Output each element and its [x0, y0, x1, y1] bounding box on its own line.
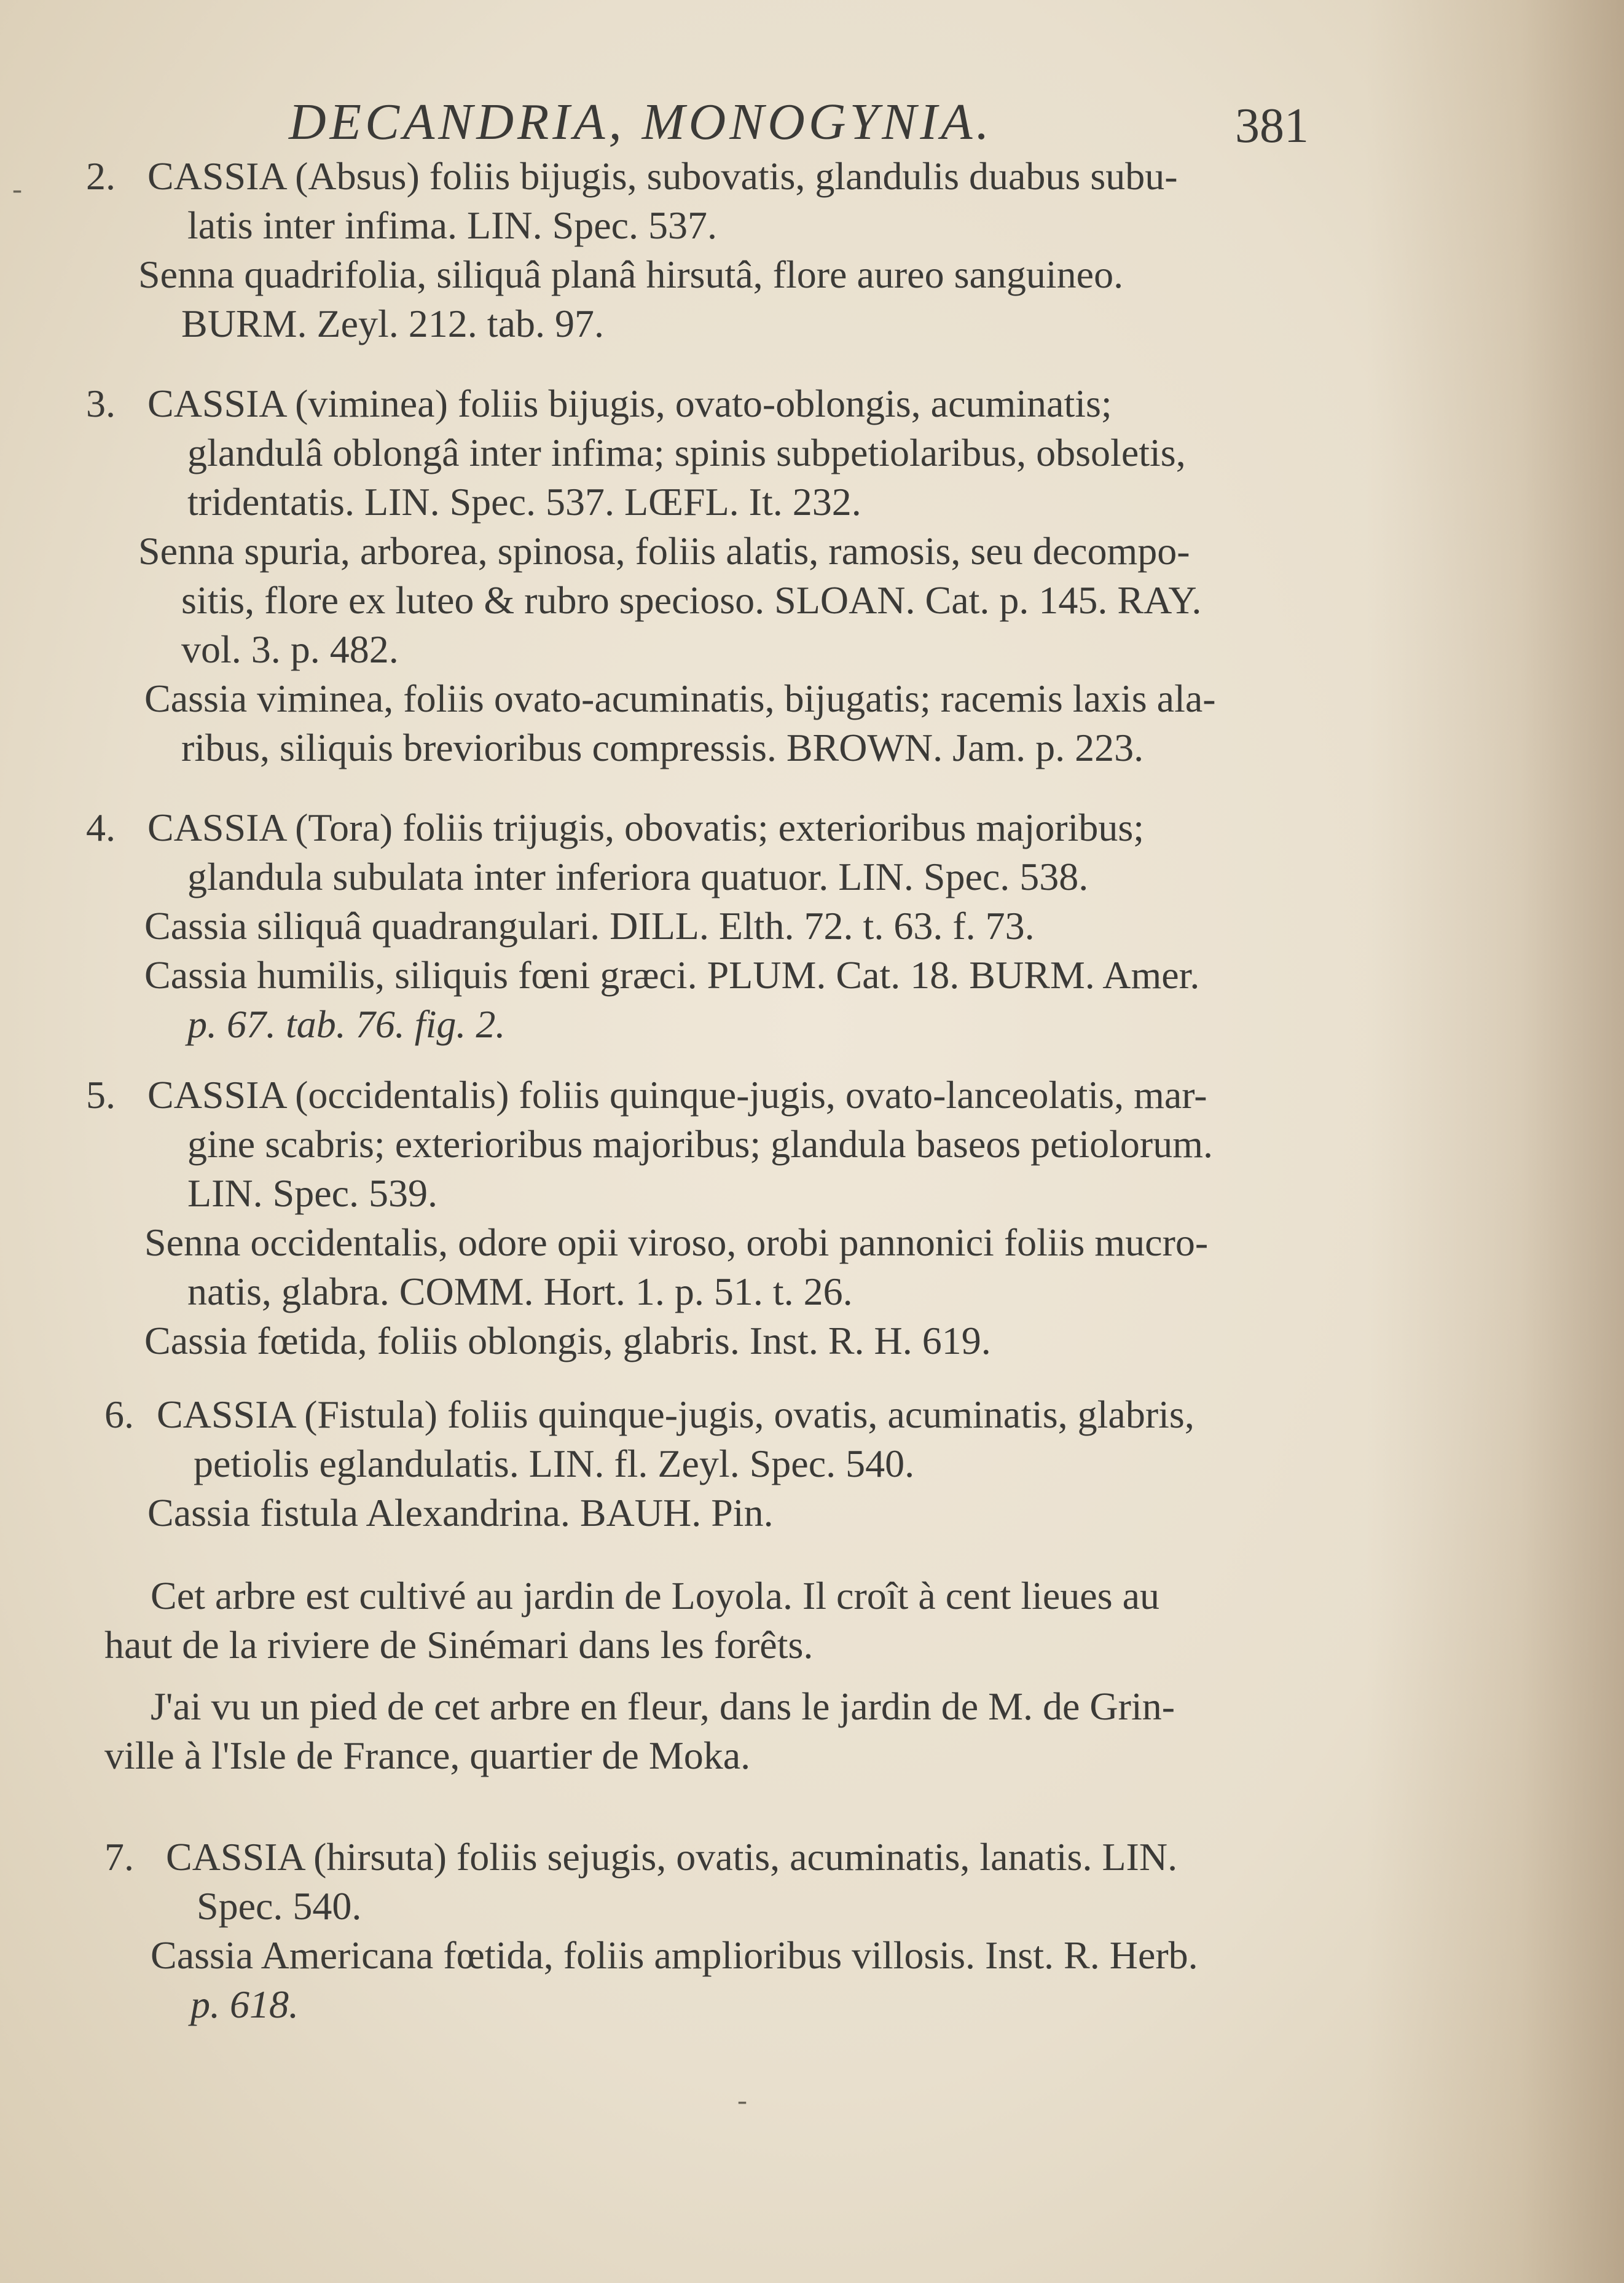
entry-line: tridentatis. LIN. Spec. 537. LŒFL. It. 232. — [187, 480, 861, 524]
entry-line: p. 67. tab. 76. fig. 2. — [187, 1002, 506, 1046]
entry-line: Cassia fœtida, foliis oblongis, glabris. Inst. R. H. 619. — [144, 1319, 991, 1362]
entry-line: sitis, flore ex luteo & rubro specioso. SLOAN. Cat. p. 145. RAY. — [181, 578, 1202, 622]
entry-line: Senna quadrifolia, siliquâ planâ hirsutâ, flore aureo sanguineo. — [138, 253, 1124, 296]
entry-line: CASSIA (Tora) foliis trijugis, obovatis; exterioribus majoribus; — [147, 806, 1145, 849]
entry-number: 2. — [86, 154, 116, 198]
entry-line: ribus, siliquis brevioribus compressis. BROWN. Jam. p. 223. — [181, 726, 1144, 769]
entry-line: vol. 3. p. 482. — [181, 627, 399, 671]
entry-line: gine scabris; exterioribus majoribus; glandula baseos petiolorum. — [187, 1122, 1213, 1166]
stray-mark: ‑ — [737, 2084, 747, 2116]
margin-mark: - — [12, 173, 22, 205]
entry-line: Senna occidentalis, odore opii viroso, orobi pannonici foliis mucro- — [144, 1220, 1209, 1264]
entry-number: 3. — [86, 382, 116, 425]
entry-line: glandula subulata inter inferiora quatuor. LIN. Spec. 538. — [187, 855, 1089, 898]
entry-number: 5. — [86, 1073, 116, 1117]
entry-line: LIN. Spec. 539. — [187, 1171, 438, 1215]
entry-line: Spec. 540. — [197, 1884, 362, 1928]
entry-line: BURM. Zeyl. 212. tab. 97. — [181, 302, 604, 345]
entry-line: CASSIA (Absus) foliis bijugis, subovatis, glandulis duabus subu- — [147, 154, 1178, 198]
entry-line: Senna spuria, arborea, spinosa, foliis alatis, ramosis, seu decompo- — [138, 529, 1190, 573]
entry-number: 4. — [86, 806, 116, 849]
entry-line: Cassia fistula Alexandrina. BAUH. Pin. — [147, 1491, 774, 1534]
entry-line: CASSIA (viminea) foliis bijugis, ovato-oblongis, acuminatis; — [147, 382, 1112, 425]
page-shadow — [1366, 0, 1624, 2283]
entry-line: glandulâ oblongâ inter infima; spinis subpetiolaribus, obsoletis, — [187, 431, 1186, 474]
entry-line: latis inter infima. LIN. Spec. 537. — [187, 203, 718, 247]
paragraph-line: Cet arbre est cultivé au jardin de Loyola. Il croît à cent lieues au — [151, 1574, 1159, 1617]
entry-line: p. 618. — [190, 1982, 299, 2026]
entry-number: 6. — [104, 1393, 134, 1436]
entry-line: Cassia siliquâ quadrangulari. DILL. Elth. 72. t. 63. f. 73. — [144, 904, 1035, 948]
running-header: DECANDRIA, MONOGYNIA. — [289, 93, 993, 151]
entry-line: CASSIA (Fistula) foliis quinque-jugis, ovatis, acuminatis, glabris, — [157, 1393, 1194, 1436]
entry-line: Cassia viminea, foliis ovato-acuminatis, bijugatis; racemis laxis ala- — [144, 677, 1216, 720]
page-number: 381 — [1235, 99, 1309, 153]
paragraph-line: haut de la riviere de Sinémari dans les forêts. — [104, 1623, 814, 1667]
entry-line: Cassia Americana fœtida, foliis amplioribus villosis. Inst. R. Herb. — [151, 1933, 1198, 1977]
entry-line: CASSIA (occidentalis) foliis quinque-jugis, ovato-lanceolatis, mar- — [147, 1073, 1207, 1117]
entry-line: CASSIA (hirsuta) foliis sejugis, ovatis, acuminatis, lanatis. LIN. — [166, 1835, 1178, 1879]
entry-line: petiolis eglandulatis. LIN. fl. Zeyl. Spec. 540. — [194, 1442, 915, 1485]
entry-line: Cassia humilis, siliquis fœni græci. PLUM. Cat. 18. BURM. Amer. — [144, 953, 1200, 997]
paragraph-line: J'ai vu un pied de cet arbre en fleur, dans le jardin de M. de Grin- — [151, 1684, 1175, 1728]
paragraph-line: ville à l'Isle de France, quartier de Moka. — [104, 1734, 751, 1777]
entry-number: 7. — [104, 1835, 134, 1879]
entry-line: natis, glabra. COMM. Hort. 1. p. 51. t. 26. — [187, 1270, 853, 1313]
